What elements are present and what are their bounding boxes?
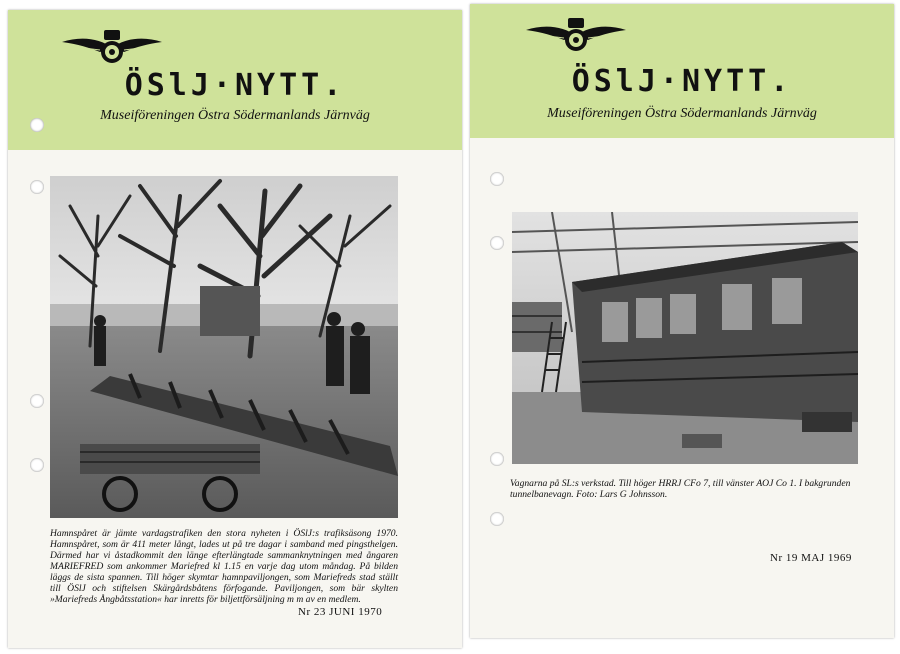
issue-number: Nr 23 JUNI 1970: [298, 606, 383, 618]
masthead-title: ÖSlJ·NYTT.: [571, 64, 793, 99]
binder-hole: [30, 118, 44, 132]
cover-photo-harbour-track: [50, 176, 398, 518]
binder-hole: [30, 394, 44, 408]
magazine-cover-left: [8, 10, 462, 648]
winged-wheel-logo-icon: [524, 14, 628, 58]
masthead-subtitle: Museiföreningen Östra Södermanlands Järnväg: [547, 106, 817, 121]
binder-hole: [30, 180, 44, 194]
cover-photo-railway-carriages: [512, 212, 858, 464]
photo-caption: Vagnarna på SL:s verkstad. Till höger HRRJ CFo 7, till vänster AOJ Co 1. I bakgrunden tunnelbanevagn. Foto: Lars G Johnsson.: [510, 478, 851, 500]
issue-number: Nr 19 MAJ 1969: [770, 552, 852, 564]
masthead-title: ÖSlJ·NYTT.: [124, 68, 346, 103]
winged-wheel-logo-icon: [60, 26, 164, 70]
magazine-cover-right: [470, 4, 894, 638]
photo-caption: Hamnspåret är jämte vardagstrafiken den stora nyheten i ÖSlJ:s trafiksäsong 1970. Hamnspåret, som är 411 meter långt, lades ut på tre dagar i samband med pingsthelgen. Därmed har vi åstadkommit den länge efterlängtade sammanknytningen med ångaren MARIEFRED som ankommer Mariefred kl 1.15 en varje dag utom måndag. På bilden läggs de sista spannen. Till höger skymtar hamnpaviljongen, som Mariefreds stad ställt till ÖSlJ och stiftelsen Skärgårdsbåtens förfogande. Paviljongen, som bär skylten »Mariefreds Ångbåtsstation« har inretts för biljettförsäljning m m av en medlem.: [50, 528, 398, 605]
binder-hole: [30, 458, 44, 472]
masthead-subtitle: Museiföreningen Östra Södermanlands Järnväg: [100, 108, 370, 123]
binder-hole: [490, 236, 504, 250]
binder-hole: [490, 452, 504, 466]
binder-hole: [490, 172, 504, 186]
binder-hole: [490, 512, 504, 526]
